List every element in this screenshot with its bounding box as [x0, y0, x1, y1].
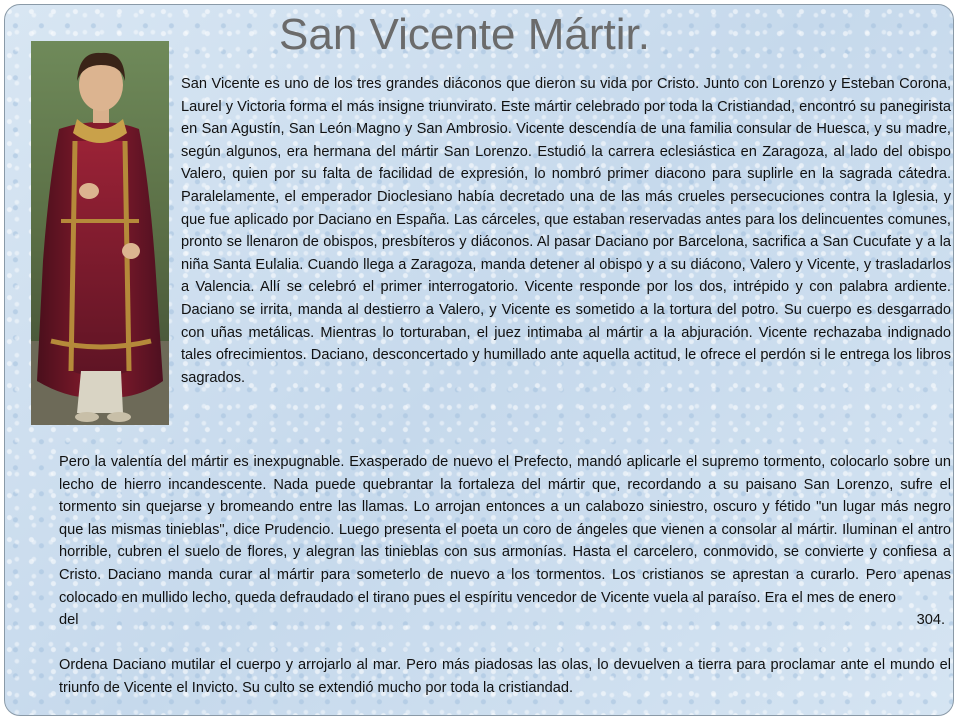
paragraph-martyrdom [59, 451, 951, 632]
saint-portrait-image [31, 41, 169, 425]
paragraph-martyrdom-last-line [59, 609, 951, 632]
slide [4, 4, 954, 716]
paragraph-intro: San Vicente es uno de los tres grandes diáconos que dieron su vida por Cristo. Junto con Lorenzo y Esteban Corona, Laurel y Victoria forma el más insigne triunvirato. Este mártir celebrado por toda la Cristiandad, encontró su panegirista en San Agustín, San León Magno y San Ambrosio. Vicente descendía de una familia consular de Huesca, y su madre, según algunos, era hermana del mártir San Lorenzo. Estudió la carrera eclesiástica en Zaragoza, al lado del obispo Valero, quien por su falta de facilidad de expresión, lo nombró primer diacono para suplirle en la sagrada cátedra. Paralelamente, el emperador Dioclesiano había decretado una de las más crueles persecuciones contra la Iglesia, y que fue aplicado por Daciano en España. Las cárceles, que estaban reservadas antes para los delincuentes comunes, pronto se llenaron de obispos, presbíteros y diáconos. Al pasar Daciano por Barcelona, sacrifica a San Cucufate y a la niña Santa Eulalia. Cuando llega a Zaragoza, manda detener al obispo y a su diácono, Valero y Vicente, y trasladarlos a Valencia. Allí se celebró el primer interrogatorio. Vicente responde por los dos, intrépido y con palabra ardiente. Daciano se irrita, manda al destierro a Valero, y Vicente es sometido a la tortura del potro. Su cuerpo es desgarrado con uñas metálicas. Mientras lo torturaban, el juez intimaba al mártir a la abjuración. Vicente rechazaba indignado tales ofrecimientos. Daciano, desconcertado y humillado ante aquella actitud, le ofrece el perdón si le entrega los libros sagrados. [181, 76, 951, 386]
paragraph-martyrdom-text: Pero la valentía del mártir es inexpugnable. Exasperado de nuevo el Prefecto, mandó aplicarle el supremo tormento, colocarlo sobre un lecho de hierro incandescente. Nada puede quebrantar la fortaleza del mártir que, recordando a su paisano San Lorenzo, sufre el tormento sin quejarse y bromeando entre las llamas. Lo arrojan entonces a un calabozo siniestro, oscuro y fétido "un lugar más negro que las mismas tinieblas", dice Prudencio. Luego presenta el poeta un coro de ángeles que vienen a consolar al mártir. Iluminan el antro horrible, cubren el suelo de flores, y alegran las tinieblas con sus armonías. Hasta el carcelero, conmovido, se convierte y confiesa a Cristo. Daciano manda curar al mártir para someterlo de nuevo a los tormentos. Los cristianos se aprestan a curarlo. Pero apenas colocado en mullido lecho, queda defraudado el tirano pues el espíritu vencedor de Vicente vuela al paraíso. Era el mes de enero [59, 454, 951, 606]
slide-title: San Vicente Mártir. [279, 10, 650, 59]
paragraph-martyrdom-end-left: del [59, 612, 79, 629]
paragraph-martyrdom-end-right: 304. [916, 612, 945, 629]
paragraph-closing: Ordena Daciano mutilar el cuerpo y arrojarlo al mar. Pero más piadosas las olas, lo devuelven a tierra para proclamar ante el mundo el triunfo de Vicente el Invicto. Su culto se extendió mucho por toda la cristiandad. [59, 657, 951, 696]
